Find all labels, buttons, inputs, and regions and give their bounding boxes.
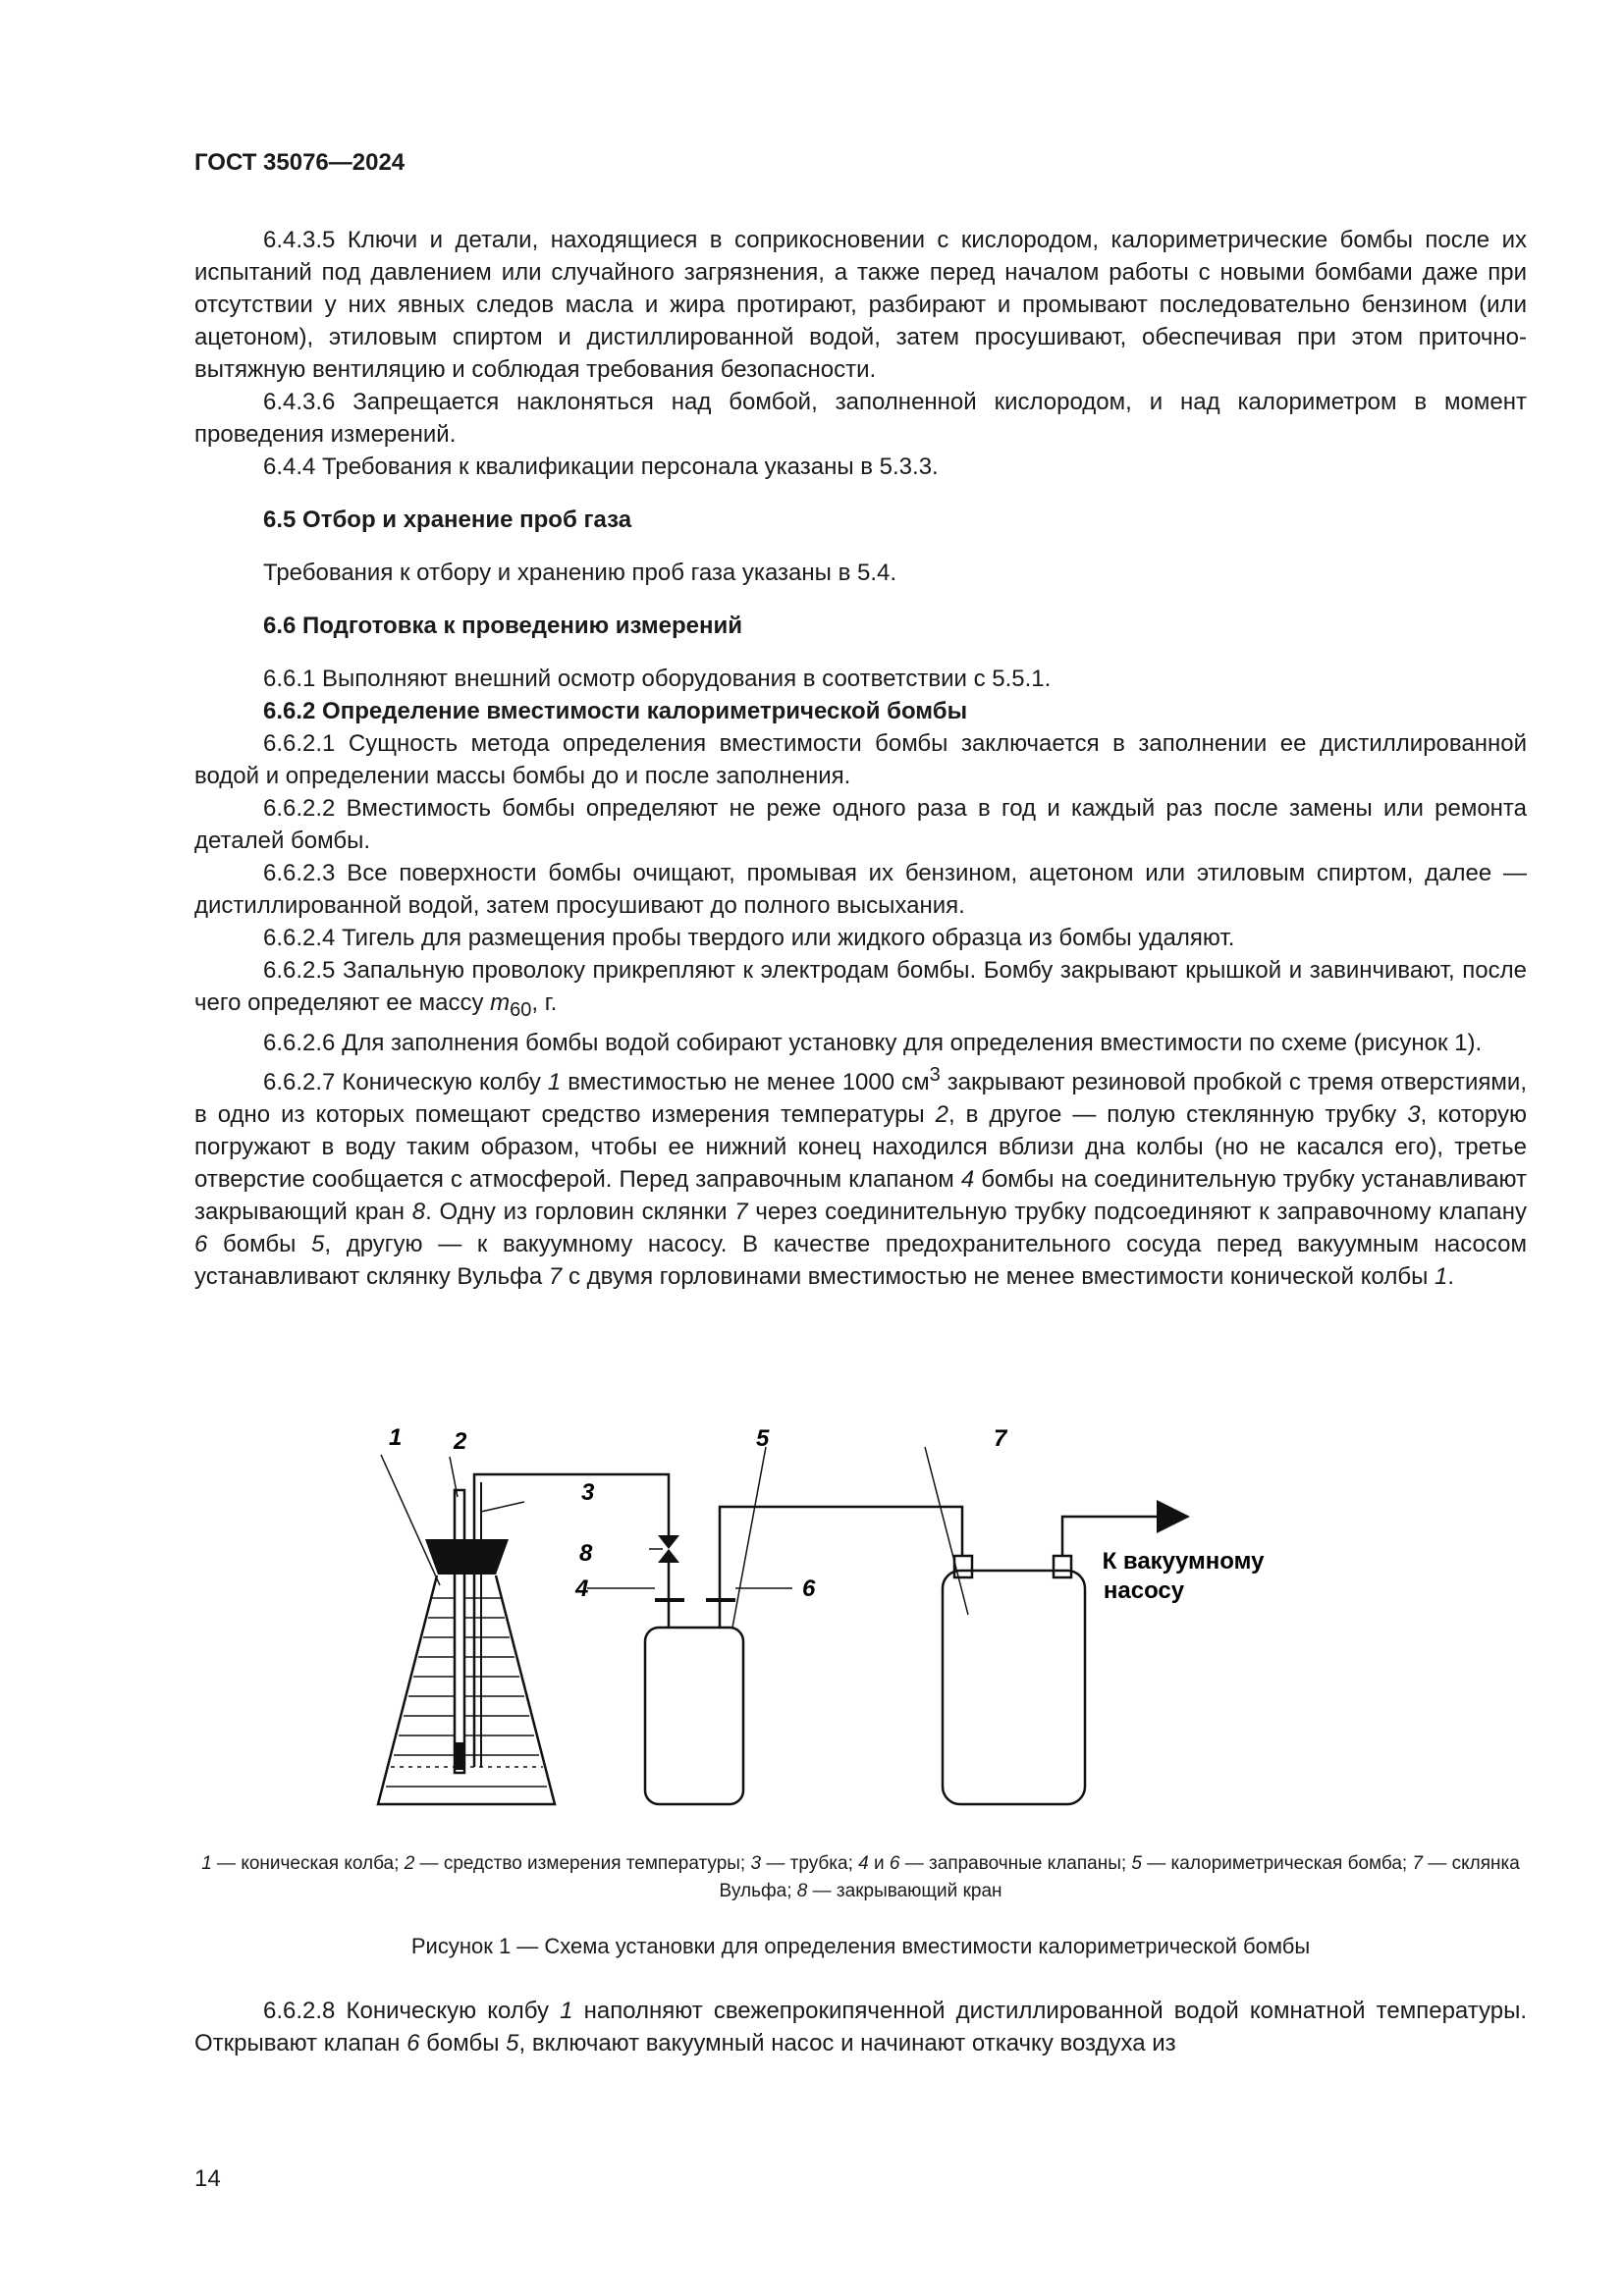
text-block-bottom	[194, 1995, 1527, 2059]
section-heading: 6.6 Подготовка к проведению измерений	[263, 613, 742, 639]
calorimetric-bomb	[645, 1628, 743, 1804]
paragraph: 6.6.2.5 Запальную проволоку прикрепляют к электродам бомбы. Бомбу закрывают крышкой и завинчивают, после чего определяют ее массу $m_{60}$, г.	[194, 957, 1527, 1021]
section-heading: 6.5 Отбор и хранение проб газа	[263, 507, 632, 533]
label-3: 3	[581, 1479, 595, 1506]
document-code: ГОСТ 35076—2024	[194, 149, 406, 176]
paragraph: 6.6.2.3 Все поверхности бомбы очищают, промывая их бензином, ацетоном или этиловым спиртом, далее — дистиллированной водой, затем просушивают до полного высыхания.	[194, 860, 1527, 919]
paragraph: 6.6.1 Выполняют внешний осмотр оборудования в соответствии с 5.5.1.	[263, 666, 1052, 692]
paragraph: 6.6.2.7 Коническую колбу 1 вместимостью не менее 1000 $см^3$ закрывают резиновой пробкой с тремя отверстиями, в одно из которых помещают средство измерения температуры 2, в другое — полую стеклянную трубку 3, которую погружают в воду таким образом, чтобы ее нижний конец находился вблизи дна колбы (но не касался его), третье отверстие сообщается с атмосферой. Перед заправочным клапаном 4 бомбы на соединительную трубку устанавливают закрывающий кран 8. Одну из горловин склянки 7 через соединительную трубку подсоединяют к заправочному клапану 6 бомбы 5, другую — к вакуумному насосу. В качестве предохранительного сосуда перед вакуумным насосом устанавливают склянку Вульфа 7 с двумя горловинами вместимостью не менее вместимости конической колбы 1.	[194, 1063, 1528, 1290]
closing-valve-8	[658, 1535, 679, 1549]
label-5: 5	[756, 1425, 770, 1452]
figure-legend: 1 — коническая колба; 2 — средство измерения температуры; 3 — трубка; 4 и 6 — заправочные клапаны; 5 — калориметрическая бомба; 7 — склянка Вульфа; 8 — закрывающий кран	[201, 1853, 1520, 1901]
paragraph: 6.6.2.6 Для заполнения бомбы водой собирают установку для определения вместимости по схеме (рисунок 1).	[263, 1029, 1483, 1056]
paragraph: Требования к отбору и хранению проб газа указаны в 5.4.	[263, 560, 897, 586]
wulff-bottle	[943, 1571, 1085, 1804]
figure-caption: Рисунок 1 — Схема установки для определения вместимости калориметрической бомбы	[410, 1934, 1311, 1958]
label-7: 7	[994, 1425, 1007, 1452]
destination-label-line2: насосу	[1103, 1577, 1185, 1604]
glass-tube	[474, 1474, 669, 1767]
page-number: 14	[194, 2165, 221, 2192]
paragraph: 6.6.2.8 Коническую колбу 1 наполняют свежепрокипяченной дистиллированной водой комнатной температуры. Открывают клапан 6 бомбы 5, включают вакуумный насос и начинают откачку воздуха из	[194, 1998, 1527, 2056]
paragraph: 6.4.3.6 Запрещается наклоняться над бомбой, заполненной кислородом, и над калориметром в момент проведения измерений.	[194, 389, 1527, 448]
paragraph: 6.6.2.1 Сущность метода определения вместимости бомбы заключается в заполнении ее дистиллированной водой и определении массы бомбы до и после заполнения.	[194, 730, 1527, 789]
conical-flask	[378, 1575, 555, 1804]
text-block-top	[194, 224, 1527, 1293]
label-8: 8	[579, 1540, 593, 1567]
label-4: 4	[575, 1575, 589, 1602]
paragraph: 6.4.4 Требования к квалификации персонала указаны в 5.3.3.	[263, 454, 939, 480]
destination-label-line1: К вакуумному	[1102, 1548, 1265, 1575]
thermometer	[455, 1490, 464, 1773]
apparatus-diagram	[353, 1414, 1276, 1826]
subsection-heading: 6.6.2 Определение вместимости калориметрической бомбы	[263, 698, 968, 724]
label-2: 2	[454, 1428, 467, 1455]
wulff-neck-right	[1054, 1556, 1071, 1577]
label-6: 6	[802, 1575, 816, 1602]
flask-water-lines	[386, 1598, 547, 1787]
paragraph: 6.6.2.2 Вместимость бомбы определяют не реже одного раза в год и каждый раз после замены или ремонта деталей бомбы.	[194, 795, 1527, 854]
connecting-tube	[720, 1507, 962, 1556]
paragraph: 6.4.3.5 Ключи и детали, находящиеся в соприкосновении с кислородом, калориметрические бомбы после их испытаний под давлением или случайного загрязнения, а также перед началом работы с новыми бомбами даже при отсутствии у них явных следов масла и жира протирают, разбирают и промывают последовательно бензином (или ацетоном), этиловым спиртом и дистиллированной водой, затем просушивают, обеспечивая при этом приточно-вытяжную вентиляцию и соблюдая требования безопасности.	[194, 227, 1527, 383]
rubber-stopper	[425, 1539, 509, 1575]
label-1: 1	[389, 1424, 403, 1451]
paragraph: 6.6.2.4 Тигель для размещения пробы твердого или жидкого образца из бомбы удаляют.	[263, 925, 1235, 951]
thermometer-bulb	[456, 1742, 463, 1770]
arrow-icon	[1157, 1500, 1190, 1533]
